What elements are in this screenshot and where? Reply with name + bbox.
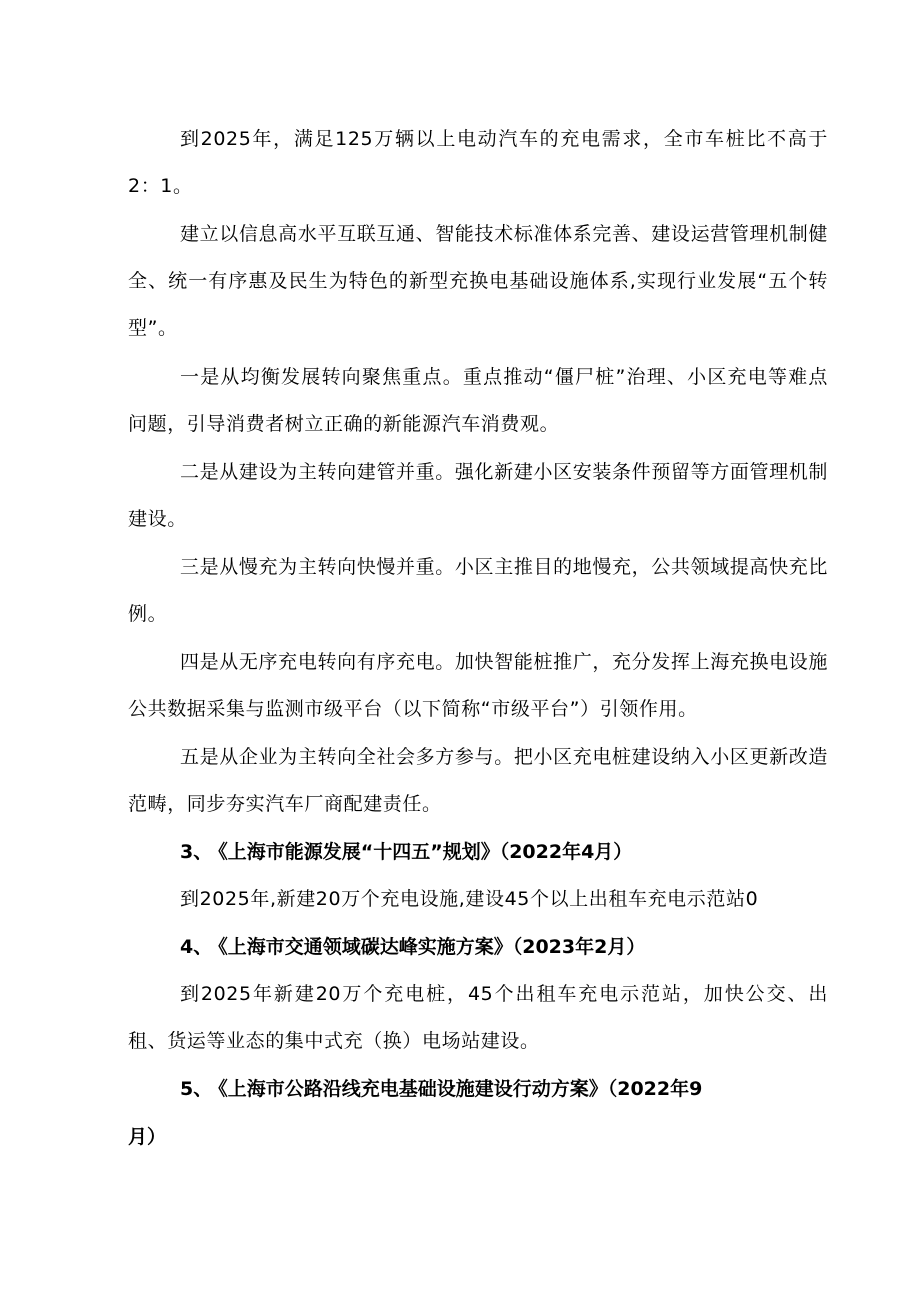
- heading-4: [180, 924, 830, 971]
- heading-3: [180, 829, 830, 876]
- paragraph-carbon-peak: 到2025年新建20万个充电桩，45个出租车充电示范站，加快公交、出租、货运等业态的集中式充（换）电场站建设。: [128, 983, 828, 1052]
- paragraph-transition-4: 四是从无序充电转向有序充电。加快智能桩推广，充分发挥上海充换电设施公共数据采集与监测市级平台（以下简称“市级平台”）引领作用。: [128, 651, 828, 720]
- paragraph-target-2025: 到2025年，满足125万辆以上电动汽车的充电需求，全市车桩比不高于2：1。: [128, 128, 828, 197]
- heading-5-title: 《上海市公路沿线充电基础设施建设行动方案》（2022年9: [218, 1078, 703, 1100]
- heading-4-title: 《上海市交通领域碳达峰实施方案》（2023年2月）: [218, 936, 646, 958]
- paragraph-transition-3: 三是从慢充为主转向快慢并重。小区主推目的地慢充，公共领域提高快充比例。: [128, 556, 828, 625]
- heading-4-number: 4、: [180, 936, 213, 958]
- paragraph-energy-plan: 到2025年,新建20万个充电设施,建设45个以上出租车充电示范站0: [180, 888, 759, 910]
- paragraph-transition-1: 一是从均衡发展转向聚焦重点。重点推动“僵尸桩”治理、小区充电等难点问题，引导消费者树立正确的新能源汽车消费观。: [128, 366, 828, 435]
- heading-3-number: 3、: [180, 841, 213, 863]
- paragraph-transition-5: 五是从企业为主转向全社会多方参与。把小区充电桩建设纳入小区更新改造范畴，同步夯实汽车厂商配建责任。: [128, 746, 828, 815]
- heading-5-number: 5、: [180, 1078, 213, 1100]
- paragraph-system-goal: 建立以信息高水平互联互通、智能技术标准体系完善、建设运营管理机制健全、统一有序惠及民生为特色的新型充换电基础设施体系,实现行业发展“五个转型”。: [128, 223, 828, 339]
- heading-5: [180, 1066, 830, 1113]
- heading-5-wrap: 月）: [128, 1126, 167, 1148]
- paragraph-transition-2: 二是从建设为主转向建管并重。强化新建小区安装条件预留等方面管理机制建设。: [128, 461, 828, 530]
- heading-3-title: 《上海市能源发展“十四五”规划》（2022年4月）: [218, 841, 633, 863]
